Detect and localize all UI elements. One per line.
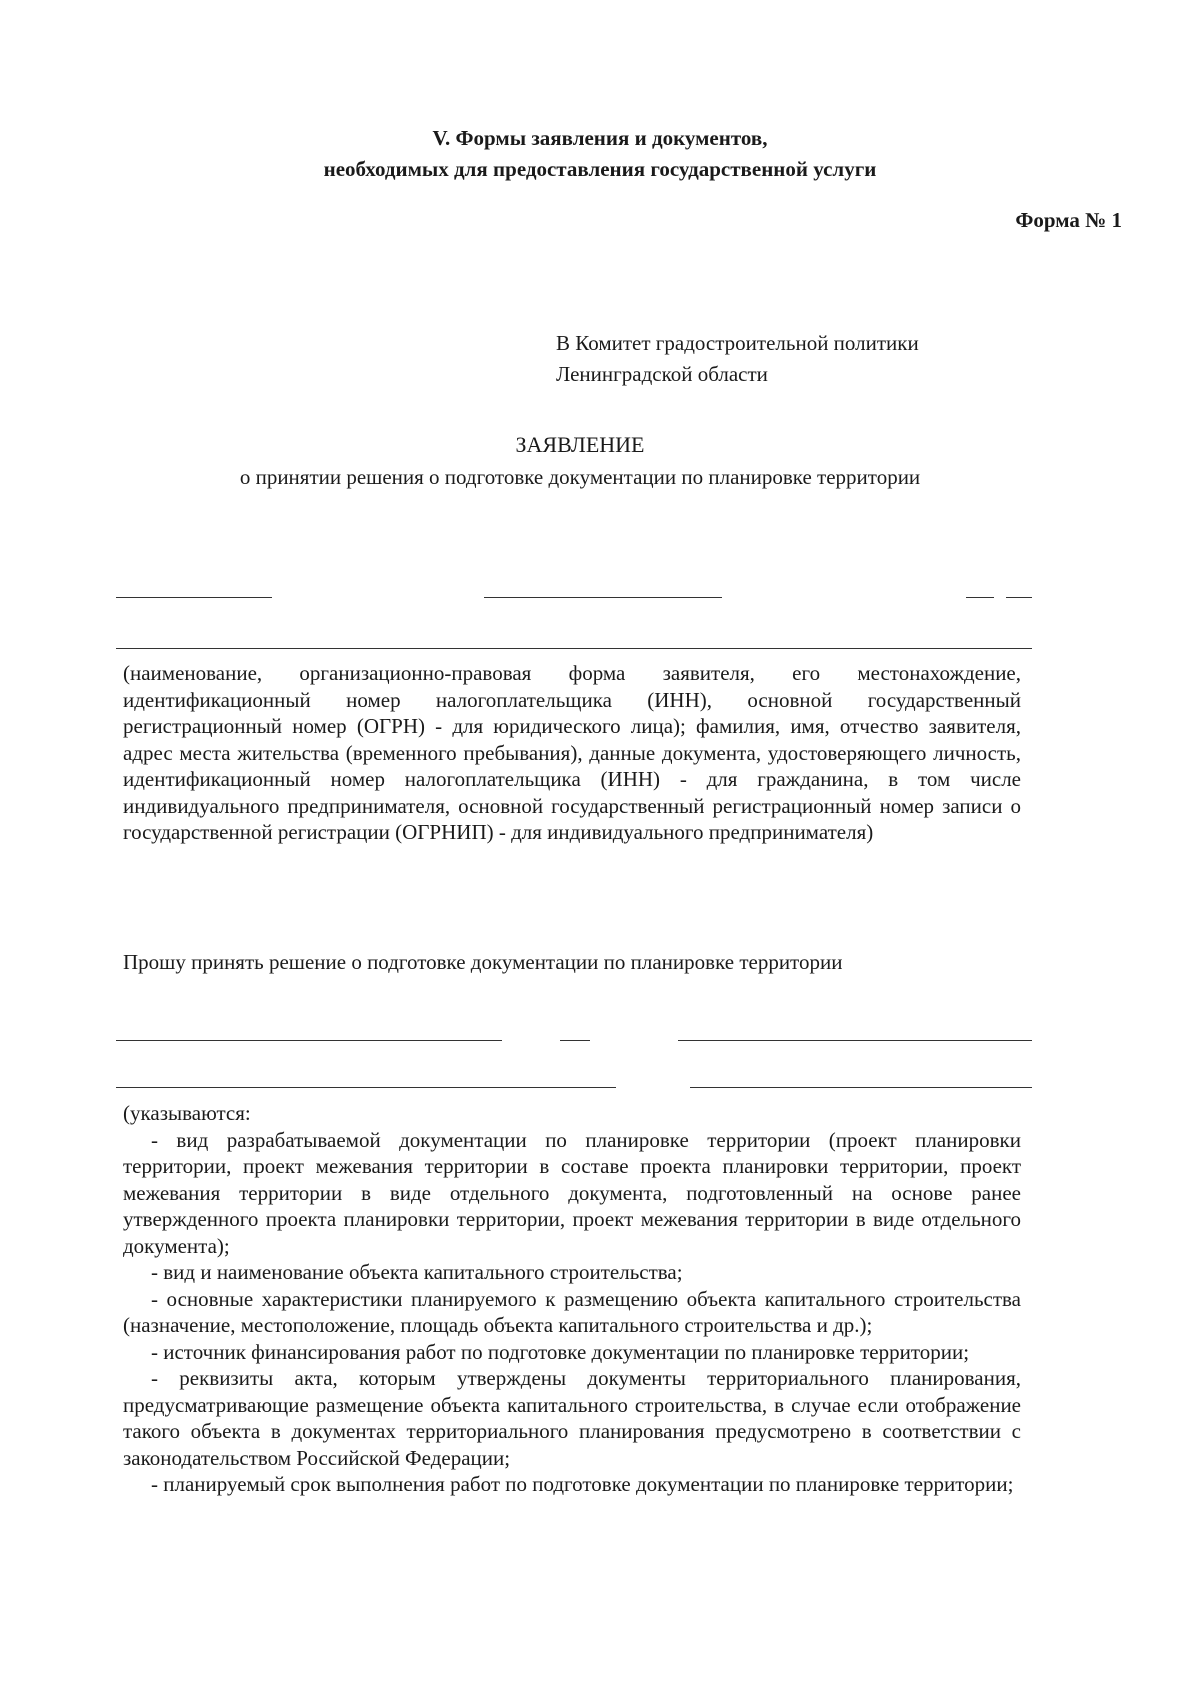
blank-line-segment (484, 597, 722, 598)
addressee-line1: В Комитет градостроительной политики (556, 331, 919, 355)
blank-line-segment (1006, 597, 1032, 598)
instruction-item: - вид разрабатываемой документации по планировке территории (проект планировки территории, проект межевания территории в составе проекта планировки территории, проект межевания территории в виде отдельного документа, подготовленный на основе ранее утвержденного проекта планировки территории, проект межевания территории в виде отдельного документа); (123, 1127, 1021, 1258)
instruction-item: - источник финансирования работ по подготовке документации по планировке территории; (151, 1339, 970, 1364)
instruction-item: - планируемый срок выполнения работ по подготовке документации по планировке территории; (151, 1472, 1014, 1496)
blank-line-segment (678, 1040, 1032, 1041)
blank-line-segment (116, 597, 272, 598)
section-title-line1: V. Формы заявления и документов, (432, 126, 768, 150)
instruction-item: - вид и наименование объекта капитального строительства; (151, 1260, 683, 1284)
instruction-item: - реквизиты акта, которым утверждены документы территориального планирования, предусматривающие размещение объекта капитального строительства, в случае если отображение такого объекта в документах территориального планирования предусмотрено в соответствии с законодательством Российской Федерации; (123, 1366, 1021, 1470)
instructions-intro: (указываются: (123, 1101, 251, 1125)
blank-line (116, 648, 1032, 649)
instruction-item: - основные характеристики планируемого к размещению объекта капитального строительства (назначение, местоположение, площадь объекта капитального строительства и др.); (123, 1286, 1021, 1337)
instructions-block (123, 1100, 1021, 1498)
application-subtitle: о принятии решения о подготовке документации по планировке территории (239, 465, 921, 489)
blank-line-segment (116, 1040, 502, 1041)
form-number: Форма № 1 (1015, 208, 1122, 232)
blank-line-segment (690, 1087, 1032, 1088)
applicant-details-note: (наименование, организационно-правовая форма заявителя, его местонахождение, идентификационный номер налогоплательщика (ИНН), основной государственный регистрационный номер (ОГРН) - для юридического лица); фамилия, имя, отчество заявителя, адрес места жительства (временного пребывания), данные документа, удостоверяющего личность, идентификационный номер налогоплательщика (ИНН) - для гражданина, в том числе индивидуального предпринимателя, основной государственный регистрационный номер записи о государственной регистрации (ОГРНИП) - для индивидуального предпринимателя) (123, 661, 1021, 844)
addressee-block (556, 328, 919, 390)
addressee-line2: Ленинградской области (556, 362, 768, 386)
request-text: Прошу принять решение о подготовке документации по планировке территории (123, 950, 843, 974)
blank-line-segment (560, 1040, 590, 1041)
section-title-line2: необходимых для предоставления государственной услуги (323, 157, 877, 181)
blank-line-segment (116, 1087, 616, 1088)
application-title: ЗАЯВЛЕНИЕ (515, 432, 645, 457)
blank-line-segment (966, 597, 994, 598)
